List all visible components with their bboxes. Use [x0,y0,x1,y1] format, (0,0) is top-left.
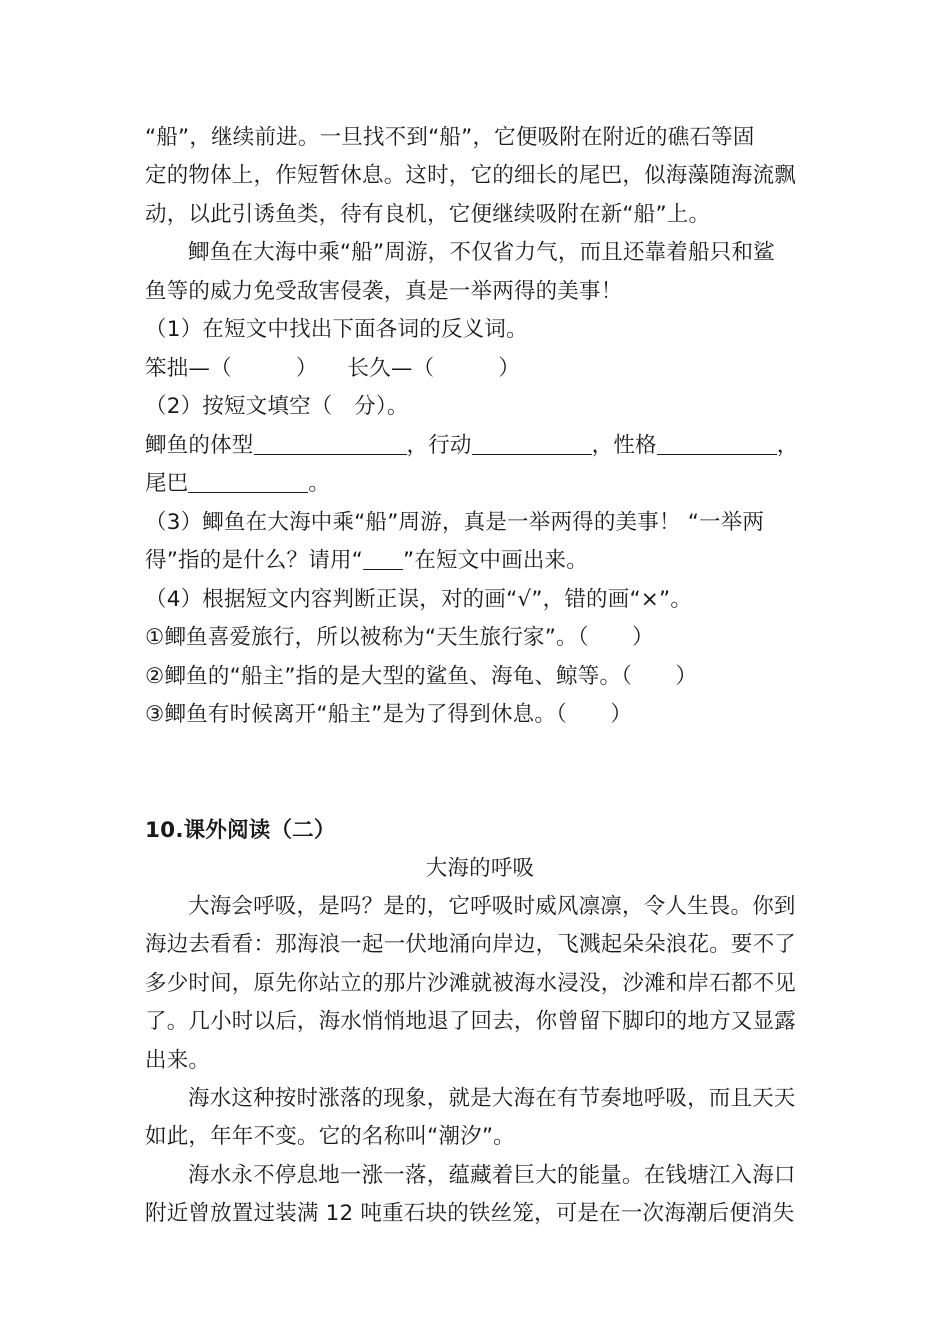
article-line: 海水这种按时涨落的现象，就是大海在有节奏地呼吸，而且天天 [188,1086,796,1111]
judgement-item[interactable]: ②鲫鱼的“船主”指的是大型的鲨鱼、海龟、鲸等。（ ） [145,664,698,689]
question-4: （4）根据短文内容判断正误，对的画“√”，错的画“×”。 [145,587,693,612]
fill-label: ， [776,433,799,458]
article-line: 如此，年年不变。它的名称叫“潮汐”。 [145,1124,515,1149]
section-heading: 10.课外阅读（二） [145,818,336,843]
fill-blank[interactable] [254,430,407,455]
underline-mark [363,545,403,570]
passage-line: 鱼等的威力免受敌害侵袭，真是一举两得的美事！ [145,279,623,304]
q3-text: ”在短文中画出来。 [402,548,588,573]
article-line: 附近曾放置过装满 12 吨重石块的铁丝笼，可是在一次海潮后便消失 [145,1201,795,1226]
antonym-item-b-close: ） [498,356,521,381]
fill-blank[interactable] [188,468,308,493]
question-3-cont [145,542,815,581]
question-1-items [145,350,815,389]
question-2: （2）按短文填空（ 分）。 [145,394,409,419]
passage-line: “船”，继续前进。一旦找不到“船”，它便吸附在附近的礁石等固 [145,125,755,150]
passage-line: 动，以此引诱鱼类，待有良机，它便继续吸附在新“船”上。 [145,202,711,227]
article-line: 出来。 [145,1048,211,1073]
fill-label: 。 [308,471,331,496]
judgement-item[interactable]: ①鲫鱼喜爱旅行，所以被称为“天生旅行家”。（ ） [145,625,654,650]
article-line: 海边去看看：那海浪一起一伏地涌向岸边，飞溅起朵朵浪花。要不了 [145,932,797,957]
q3-text: 得”指的是什么？请用“ [145,548,363,573]
article-line: 多少时间，原先你站立的那片沙滩就被海水浸没，沙滩和岸石都不见 [145,971,797,996]
article-line: 了。几小时以后，海水悄悄地退了回去，你曾留下脚印的地方又显露 [145,1009,797,1034]
fill-label: ，行动 [406,433,472,458]
article-title: 大海的呼吸 [425,856,535,881]
antonym-item-a: 笨拙—（ [145,356,232,381]
question-2-fill-cont [145,465,815,504]
judgement-item[interactable]: ③鲫鱼有时候离开“船主”是为了得到休息。（ ） [145,702,633,727]
fill-blank[interactable] [472,430,592,455]
fill-label: 尾巴 [145,471,189,496]
fill-label: 鲫鱼的体型 [145,433,254,458]
article-line: 海水永不停息地一涨一落，蕴藏着巨大的能量。在钱塘江入海口 [188,1163,796,1188]
article-line: 大海会呼吸，是吗？是的，它呼吸时威风凛凛，令人生畏。你到 [188,894,796,919]
question-2-fill [145,427,815,466]
fill-blank[interactable] [657,430,777,455]
question-3: （3）鲫鱼在大海中乘“船”周游，真是一举两得的美事！ “一举两 [145,510,765,535]
antonym-item-b: 长久—（ [347,356,435,381]
fill-label: ，性格 [591,433,657,458]
passage-line: 鲫鱼在大海中乘“船”周游，不仅省力气，而且还靠着船只和鲨 [188,240,775,265]
antonym-item-a-close: ） [295,356,318,381]
passage-line: 定的物体上，作短暂休息。这时，它的细长的尾巴，似海藻随海流飘 [145,163,797,188]
question-1: （1）在短文中找出下面各词的反义词。 [145,317,528,342]
